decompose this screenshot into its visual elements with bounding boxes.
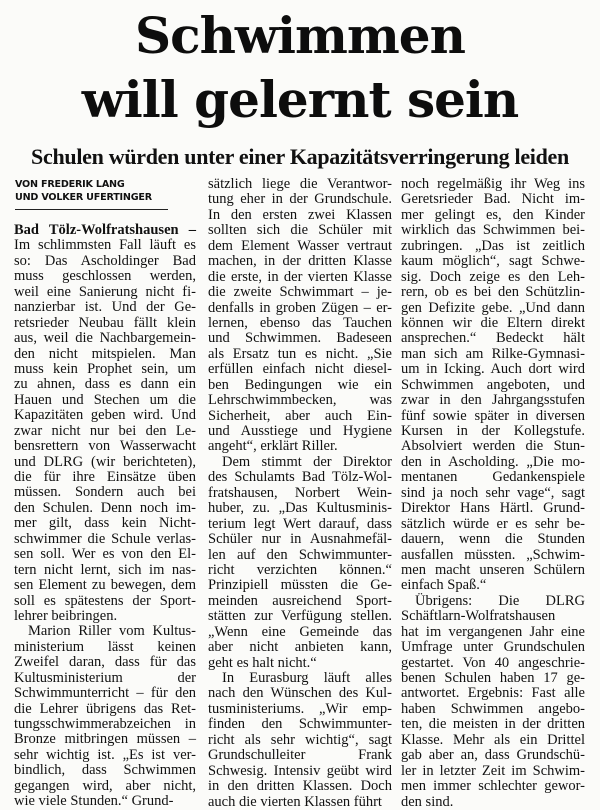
text-line: men macht unseren Schülern <box>401 561 585 578</box>
text-line: kaum möglich“, sagt Schwe- <box>401 253 585 270</box>
text-line: die für ihre Einsätze üben <box>14 469 196 485</box>
text-line: ben Bedingungen wie ein <box>208 376 392 393</box>
text-line: tungsschwimmerabzeichen in <box>14 716 196 732</box>
text-line: bindlich, dass Schwimmen <box>14 762 196 779</box>
text-line: Kursen in der Kollegstufe. <box>401 423 585 439</box>
text-line: Schwesig. Intensiv geübt wird <box>208 762 392 779</box>
text-line: dem Element Wasser vertraut <box>208 237 392 254</box>
text-line: ansprechen.“ Bedeckt hält <box>401 330 585 347</box>
text-line: In den ersten zwei Klassen <box>208 206 392 223</box>
text-line: antwortet. Ergebnis: Fast alle <box>401 685 585 702</box>
text-line: Direktor Hans Härtl. Grund- <box>401 500 585 517</box>
text-line: ausfallen müssten. „Schwim- <box>401 546 585 563</box>
text-line: des Schulamts Bad Tölz-Wol- <box>208 469 392 486</box>
byline <box>15 178 168 210</box>
subheadline: Schulen würden unter einer Kapazitätsverringerung leiden <box>31 144 569 169</box>
text-line: aber nicht anbieten kann, <box>208 639 392 656</box>
text-line: können wir die Eltern direkt <box>401 314 585 331</box>
text-line: den nicht mitspielen. Man <box>14 345 196 362</box>
text-line: Lehrschwimmbecken, was <box>208 392 392 409</box>
text-line: Im schlimmsten Fall läuft es <box>14 237 196 254</box>
text-line: machen, in der dritten Klasse <box>208 253 392 270</box>
text-line: benen Schulen haben 17 ge- <box>401 670 585 686</box>
text-line: die zweite Schwimmart – je- <box>208 284 392 301</box>
text-line: sen soll. Wer es von den El- <box>14 546 196 563</box>
text-line: huber, zu. „Das Kultusminis- <box>208 500 392 517</box>
text-line: und DLRG (wir berichteten), <box>14 453 196 470</box>
text-line: lehrer beibringen. <box>14 607 118 624</box>
text-line: Bronze mitbringen müssen – <box>14 731 196 748</box>
text-line: Klasse. Mehr als ein Drittel <box>401 731 585 748</box>
byline-line: VON FREDERIK LANG <box>15 179 125 190</box>
text-line: zwar nicht nur bei den Le- <box>14 422 196 439</box>
text-line: In Eurasburg läuft alles <box>222 670 392 686</box>
text-line: hat im vergangenen Jahr eine <box>401 623 585 640</box>
text-line: Schwimmunterricht – für den <box>14 685 196 702</box>
text-line: Schwimmen angeboten, und <box>401 376 585 393</box>
headline-line-2: will gelernt sein <box>81 70 519 129</box>
article-column-2 <box>208 177 392 810</box>
text-line: terium legt Wert darauf, dass <box>208 515 392 532</box>
text-line: weil eine Sanierung nicht fi- <box>14 283 196 300</box>
text-line: fünf sowie später in diversen <box>401 407 585 424</box>
text-line: Hauen und Stechen um die <box>14 391 196 408</box>
text-line: sehr wichtig ist. „Es ist ver- <box>14 746 196 763</box>
text-line: ministerium lässt keinen <box>14 638 196 655</box>
text-line: muss kein Prophet sein, um <box>14 360 196 377</box>
text-line: Absolviert werden die Stun- <box>401 438 585 455</box>
dateline: Bad Tölz-Wolfratshausen – <box>14 222 196 238</box>
text-line: tusministeriums. „Wir emp- <box>208 700 392 717</box>
text-line: bensrettern von Wasserwacht <box>14 438 196 455</box>
text-line: aus, weil die Nachbargemein- <box>14 330 196 347</box>
text-line: haben Schwimmen angebo- <box>401 700 585 717</box>
text-line: geht es halt nicht.“ <box>208 654 317 671</box>
text-line: gegangen wird, aber nicht, <box>14 777 196 794</box>
text-line: sätzlich würde er es sehr be- <box>401 515 585 532</box>
text-line: zubringen. „Das ist zeitlich <box>401 237 585 254</box>
text-line: den in Ascholding. „Die mo- <box>401 453 585 470</box>
text-line: tung eher in der Grundschule. <box>208 191 392 208</box>
text-line: Kultusministerium der <box>14 669 196 686</box>
text-line: die erste, in der vierten Klasse <box>208 268 392 285</box>
text-line: Geretsrieder Bad. Nicht im- <box>401 191 585 208</box>
text-line: so: Das Ascholdinger Bad <box>14 252 196 269</box>
text-line: men immer schlechter gewor- <box>401 778 585 795</box>
text-line: retsrieder Neubau fällt klein <box>14 314 196 331</box>
text-line: angeht“, erklärt Riller. <box>208 438 338 455</box>
text-line: zu ahnen, dass es dann ein <box>14 376 196 393</box>
text-line: tern nicht lernt, sich im nas- <box>14 561 196 578</box>
text-line: ler in letzter Zeit im Schwim- <box>401 762 585 779</box>
text-line: finden den Schwimmunter- <box>208 716 392 733</box>
text-line: gestartet. Von 40 angeschrie- <box>401 654 585 671</box>
text-line: den sind. <box>401 793 454 810</box>
text-line: Marion Riller vom Kultus- <box>28 623 196 640</box>
text-line: rern, ob es bei den Schützlin- <box>401 284 585 301</box>
text-line: richt verzichten können.“ <box>208 561 392 578</box>
text-line: um in Icking. Auch dort wird <box>401 361 585 378</box>
article-column-1 <box>14 223 196 810</box>
text-line: gen Defizite gebe. „Und dann <box>401 299 585 316</box>
text-line: wie viele Stunden.“ Grund- <box>14 793 174 810</box>
text-line: Prinzipiell müssten die Ge- <box>208 577 392 594</box>
text-line: einfach Spaß.“ <box>401 577 487 594</box>
text-line: schwimmer die Schule verlas- <box>14 530 196 547</box>
text-line: Grundschulleiter Frank <box>208 747 392 764</box>
text-line: sig. Doch zeige es den Leh- <box>401 268 585 285</box>
text-line: die Lehrer übrigens das Ret- <box>14 700 196 717</box>
text-line: Schüler nur in Ausnahmefäl- <box>208 531 392 548</box>
text-line: man sich am Rilke-Gymnasi- <box>401 345 585 362</box>
text-line: sind ja noch sehr vage“, sagt <box>401 484 585 501</box>
text-line: Übrigens: Die DLRG <box>415 592 585 609</box>
text-line: wirklich das Schwimmen bei- <box>401 222 585 239</box>
text-line: dauern, wenn die Stunden <box>401 531 585 548</box>
text-line: mer gilt, dass kein Nicht- <box>14 515 196 532</box>
text-line: mentanen Gedankenspiele <box>401 469 585 486</box>
text-line: noch regelmäßig ihr Weg ins <box>401 176 585 192</box>
text-line: auch die vierten Klassen führt <box>208 793 382 810</box>
text-line: Schäftlarn-Wolfratshausen <box>401 608 556 625</box>
text-line: stätten zur Verfügung stellen. <box>208 608 392 625</box>
text-line: nanzierbar ist. Und der Ge- <box>14 299 196 316</box>
text-line: len auf den Schwimmunter- <box>208 546 392 563</box>
text-line: den Schulen. Denn noch im- <box>14 499 196 516</box>
text-line: und Schwimmen. Badeseen <box>208 330 392 347</box>
text-line: gab aber an, dass Grundschü- <box>401 747 585 764</box>
text-line: richt als sehr wichtig“, sagt <box>208 731 392 748</box>
text-line: sätzlich liege die Verantwor- <box>208 176 392 192</box>
text-line: soll es spätestens der Sport- <box>14 592 196 609</box>
text-line: als Ersatz tun es nicht. „Sie <box>208 345 392 362</box>
text-line: ten, die meisten in der dritten <box>401 716 585 733</box>
text-line: muss geschlossen werden, <box>14 268 196 285</box>
text-line: sollten sich die Schüler mit <box>208 222 392 239</box>
text-line: fratshausen, Norbert Wein- <box>208 484 392 501</box>
text-line: Kapazitäten geben wird. Und <box>14 407 196 424</box>
text-line: zwar in den Jahrgangsstufen <box>401 392 585 409</box>
byline-line: UND VOLKER UFERTINGER <box>15 192 152 203</box>
text-line: und Ausstiege und Hygiene <box>208 423 392 439</box>
text-line: „Wenn eine Gemeinde das <box>208 623 392 640</box>
text-line: in den dritten Klassen. Doch <box>208 778 392 795</box>
text-line: Umfrage unter Grundschulen <box>401 639 585 656</box>
text-line: lernen, ebenso das Tauchen <box>208 314 392 331</box>
text-line: Dem stimmt der Direktor <box>222 453 392 470</box>
headline-line-1: Schwimmen <box>135 6 465 65</box>
article-column-3 <box>401 177 585 810</box>
text-line: Sicherheit, aber auch Ein- <box>208 407 392 424</box>
dateline-line <box>14 223 196 238</box>
text-line: müssen. Sondern auch bei <box>14 484 196 501</box>
text-line: sen Element zu bewegen, dem <box>14 577 196 594</box>
text-line: Zweifel daran, dass für das <box>14 654 196 671</box>
text-line: nach den Wünschen des Kul- <box>208 685 392 702</box>
text-line: denfalls in groben Zügen – er- <box>208 299 392 316</box>
text-line: mer gelingt es, den Kinder <box>401 206 585 223</box>
text-line: meinden ausreichend Sport- <box>208 592 392 609</box>
text-line: erfüllen einfach nicht diesel- <box>208 361 392 378</box>
